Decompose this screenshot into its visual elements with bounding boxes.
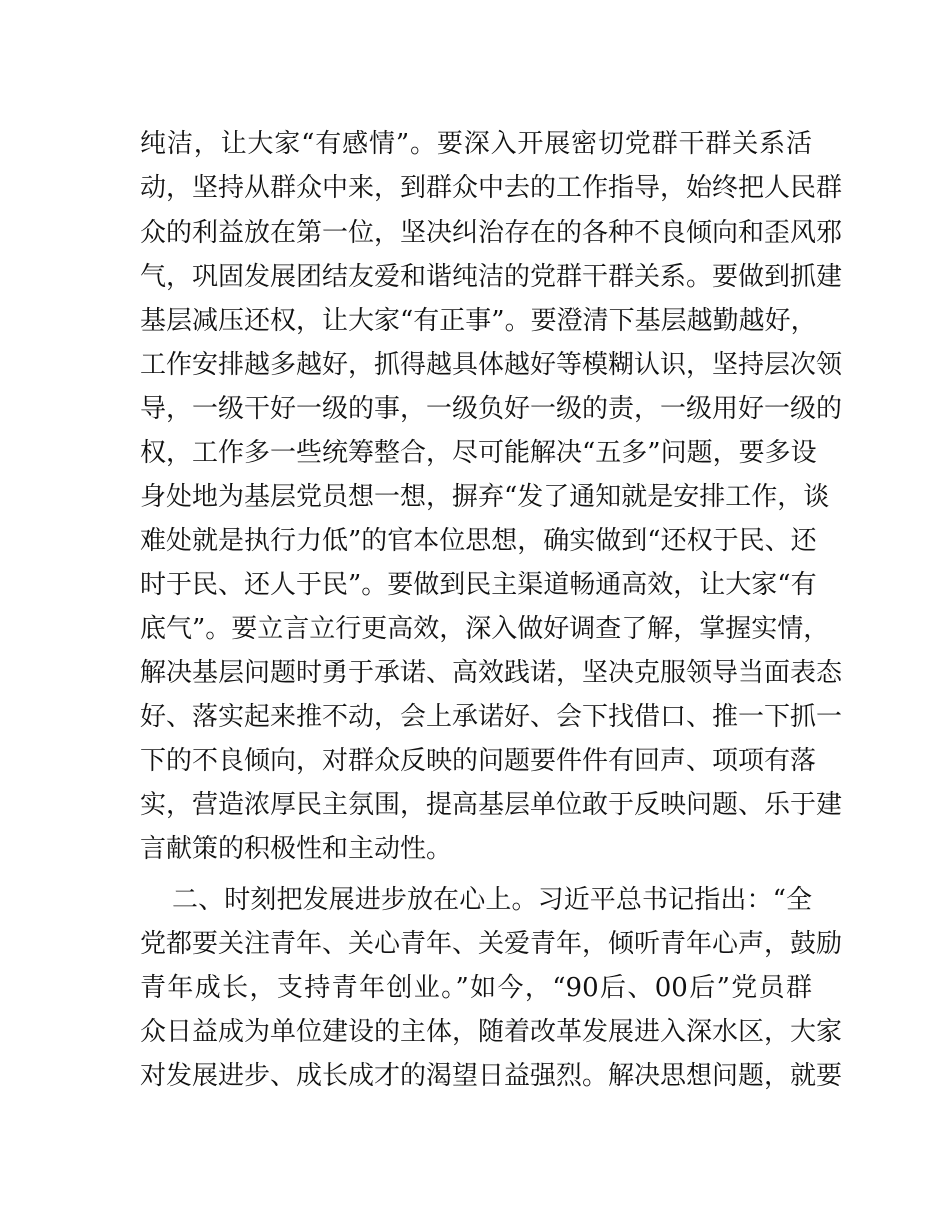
paragraph-1-line-13: 解决基层问题时勇于承诺、高效践诺，坚决克服领导当面表态	[140, 658, 843, 688]
paragraph-1-line-8: 权，工作多一些统筹整合，尽可能解决“五多”问题，要多设	[140, 438, 817, 468]
paragraph-1-line-1: 纯洁，让大家“有感情”。要深入开展密切党群干群关系活	[140, 129, 812, 159]
paragraph-1-line-15: 下的不良倾向，对群众反映的问题要件件有回声、项项有落	[140, 746, 817, 776]
paragraph-1-line-14: 好、落实起来推不动，会上承诺好、会下找借口、推一下抓一	[140, 702, 843, 732]
paragraph-2-line-3: 青年成长，支持青年创业。”如今，“90后、00后”党员群	[140, 973, 812, 1003]
paragraph-1-line-12: 底气”。要立言立行更高效，深入做好调查了解，掌握实情，	[140, 614, 830, 644]
paragraph-1-line-2: 动，坚持从群众中来，到群众中去的工作指导，始终把人民群	[140, 173, 843, 203]
paragraph-1-line-10: 难处就是执行力低”的官本位思想，确实做到“还权于民、还	[140, 526, 817, 556]
paragraph-2-line-2: 党都要关注青年、关心青年、关爱青年，倾听青年心声，鼓励	[140, 929, 843, 959]
paragraph-1-line-17: 言献策的积极性和主动性。	[140, 834, 453, 864]
paragraph-1-line-5: 基层减压还权，让大家“有正事”。要澄清下基层越勤越好，	[140, 306, 817, 336]
paragraph-1-line-16: 实，营造浓厚民主氛围，提高基层单位敢于反映问题、乐于建	[140, 790, 843, 820]
paragraph-1-line-3: 众的利益放在第一位，坚决纠治存在的各种不良倾向和歪风邪	[140, 218, 843, 248]
paragraph-2-line-1: 二、时刻把发展进步放在心上。习近平总书记指出：“全	[172, 885, 812, 915]
paragraph-2-line-5: 对发展进步、成长成才的渴望日益强烈。解决思想问题，就要	[140, 1061, 843, 1091]
paragraph-1-line-4: 气，巩固发展团结友爱和谐纯洁的党群干群关系。要做到抓建	[140, 262, 843, 292]
paragraph-1-line-9: 身处地为基层党员想一想，摒弃“发了通知就是安排工作，谈	[140, 482, 830, 512]
paragraph-1-line-6: 工作安排越多越好，抓得越具体越好等模糊认识，坚持层次领	[140, 350, 843, 380]
paragraph-2-line-4: 众日益成为单位建设的主体，随着改革发展进入深水区，大家	[140, 1017, 843, 1047]
paragraph-1-line-11: 时于民、还人于民”。要做到民主渠道畅通高效，让大家“有	[140, 570, 817, 600]
paragraph-1-line-7: 导，一级干好一级的事，一级负好一级的责，一级用好一级的	[140, 394, 843, 424]
